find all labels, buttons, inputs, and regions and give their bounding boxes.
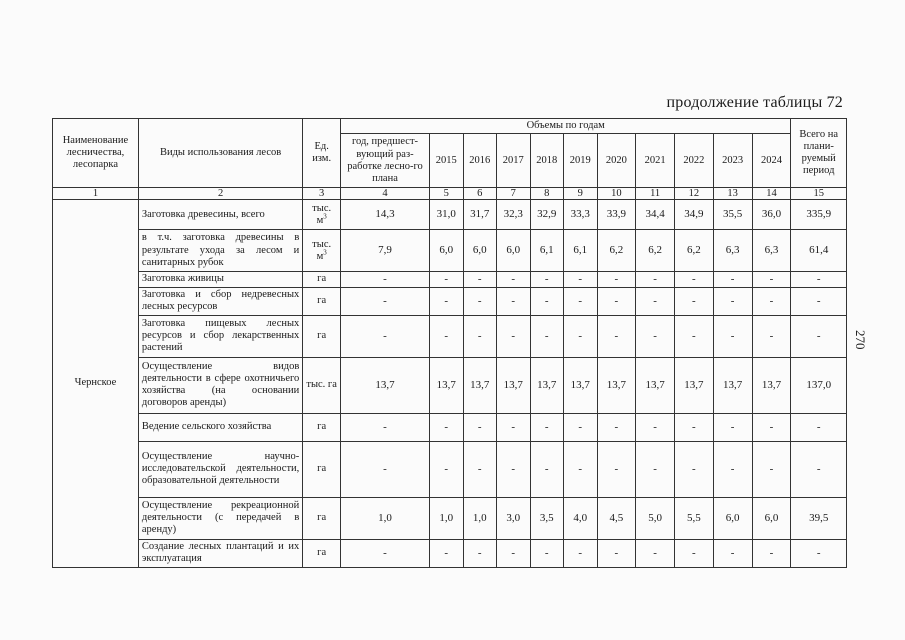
- year-value: -: [497, 272, 531, 288]
- year-value: 36,0: [752, 200, 791, 230]
- year-value: 7,9: [340, 230, 429, 272]
- total-value: 61,4: [791, 230, 847, 272]
- column-number: 3: [303, 188, 341, 200]
- year-value: 4,5: [597, 497, 636, 539]
- year-value: -: [564, 441, 598, 497]
- year-value: -: [530, 539, 564, 567]
- header-year: 2017: [497, 134, 531, 188]
- year-value: -: [713, 315, 752, 357]
- year-value: 13,7: [713, 357, 752, 413]
- total-value: 137,0: [791, 357, 847, 413]
- year-value: -: [636, 272, 675, 288]
- header-year: 2020: [597, 134, 636, 188]
- year-value: -: [597, 539, 636, 567]
- year-value: 13,7: [340, 357, 429, 413]
- year-value: -: [530, 413, 564, 441]
- year-value: -: [564, 272, 598, 288]
- year-value: 31,0: [430, 200, 464, 230]
- year-value: 6,0: [497, 230, 531, 272]
- year-value: 32,9: [530, 200, 564, 230]
- table-row: [53, 272, 847, 288]
- unit-text: га: [317, 547, 327, 559]
- total-value: -: [791, 287, 847, 315]
- year-value: -: [564, 315, 598, 357]
- year-value: 34,9: [675, 200, 714, 230]
- year-value: 6,0: [463, 230, 497, 272]
- total-value: 39,5: [791, 497, 847, 539]
- year-value: -: [675, 315, 714, 357]
- year-value: -: [497, 287, 531, 315]
- year-value: -: [463, 315, 497, 357]
- table-row: [53, 441, 847, 497]
- year-value: -: [340, 413, 429, 441]
- year-value: 6,2: [636, 230, 675, 272]
- year-value: -: [430, 441, 464, 497]
- table-row: [53, 287, 847, 315]
- year-value: -: [713, 272, 752, 288]
- year-value: 6,3: [713, 230, 752, 272]
- unit-text: га: [317, 421, 327, 433]
- forest-use-table: [52, 118, 847, 568]
- column-number: 11: [636, 188, 675, 200]
- unit: [303, 315, 341, 357]
- year-value: -: [752, 287, 791, 315]
- year-value: -: [597, 413, 636, 441]
- unit: [303, 357, 341, 413]
- year-value: 32,3: [497, 200, 531, 230]
- use-kind: Заготовка и сбор недревесных лесных ресурсов: [138, 287, 302, 315]
- use-kind: Заготовка древесины, всего: [138, 200, 302, 230]
- year-value: 33,3: [564, 200, 598, 230]
- use-kind: в т.ч. заготовка древесины в результате ухода за лесом и санитарных рубок: [138, 230, 302, 272]
- year-value: -: [497, 539, 531, 567]
- year-value: -: [564, 287, 598, 315]
- year-value: 35,5: [713, 200, 752, 230]
- use-kind: Заготовка пищевых лесных ресурсов и сбор лекарственных растений: [138, 315, 302, 357]
- unit-text: га: [317, 273, 327, 285]
- year-value: 13,7: [675, 357, 714, 413]
- year-value: 13,7: [497, 357, 531, 413]
- year-value: 6,0: [713, 497, 752, 539]
- header-unit: Ед. изм.: [303, 119, 341, 188]
- year-value: -: [430, 287, 464, 315]
- year-value: -: [340, 539, 429, 567]
- year-value: -: [675, 287, 714, 315]
- use-kind: Ведение сельского хозяйства: [138, 413, 302, 441]
- unit-text: тыс. м: [312, 238, 332, 262]
- year-value: -: [713, 539, 752, 567]
- year-value: 13,7: [752, 357, 791, 413]
- header-year: 2015: [430, 134, 464, 188]
- year-value: 13,7: [463, 357, 497, 413]
- year-value: 13,7: [564, 357, 598, 413]
- column-number: 14: [752, 188, 791, 200]
- year-value: -: [463, 287, 497, 315]
- year-value: 13,7: [597, 357, 636, 413]
- table-row: [53, 230, 847, 272]
- unit-text: га: [317, 463, 327, 475]
- year-value: -: [340, 272, 429, 288]
- year-value: -: [430, 272, 464, 288]
- year-value: -: [675, 272, 714, 288]
- year-value: 6,0: [430, 230, 464, 272]
- year-value: -: [752, 539, 791, 567]
- header-year: 2023: [713, 134, 752, 188]
- year-value: -: [340, 315, 429, 357]
- year-value: 31,7: [463, 200, 497, 230]
- use-kind: Осуществление научно-исследовательской деятельности, образовательной деятельности: [138, 441, 302, 497]
- year-value: 4,0: [564, 497, 598, 539]
- year-value: -: [530, 441, 564, 497]
- use-kind: Заготовка живицы: [138, 272, 302, 288]
- year-value: -: [430, 413, 464, 441]
- year-value: 6,1: [564, 230, 598, 272]
- year-value: -: [497, 413, 531, 441]
- total-value: 335,9: [791, 200, 847, 230]
- year-value: -: [636, 539, 675, 567]
- year-value: 1,0: [340, 497, 429, 539]
- year-value: -: [597, 272, 636, 288]
- unit: [303, 539, 341, 567]
- forestry-name: Чернское: [53, 200, 139, 568]
- year-value: -: [430, 539, 464, 567]
- column-number: 12: [675, 188, 714, 200]
- unit: [303, 413, 341, 441]
- year-value: -: [752, 315, 791, 357]
- column-number: 4: [340, 188, 429, 200]
- year-value: -: [713, 441, 752, 497]
- year-value: -: [636, 315, 675, 357]
- unit-text: тыс. м: [312, 202, 332, 226]
- unit: [303, 272, 341, 288]
- year-value: -: [752, 272, 791, 288]
- year-value: -: [463, 539, 497, 567]
- year-value: -: [752, 413, 791, 441]
- year-value: -: [340, 287, 429, 315]
- year-value: -: [675, 441, 714, 497]
- column-number: 15: [791, 188, 847, 200]
- year-value: -: [597, 441, 636, 497]
- unit-text: га: [317, 512, 327, 524]
- year-value: -: [430, 315, 464, 357]
- unit: [303, 230, 341, 272]
- year-value: -: [675, 539, 714, 567]
- column-number: 5: [430, 188, 464, 200]
- column-number: 10: [597, 188, 636, 200]
- year-value: -: [597, 315, 636, 357]
- table-row: [53, 200, 847, 230]
- year-value: -: [636, 287, 675, 315]
- column-number: 1: [53, 188, 139, 200]
- header-previous-year: год, предшест-вующий раз-работке лесно-го плана: [340, 134, 429, 188]
- table-row: [53, 315, 847, 357]
- year-value: -: [564, 413, 598, 441]
- column-number: 13: [713, 188, 752, 200]
- year-value: 6,2: [675, 230, 714, 272]
- column-number: 7: [497, 188, 531, 200]
- year-value: -: [564, 539, 598, 567]
- year-value: -: [675, 413, 714, 441]
- unit-text: га: [317, 295, 327, 307]
- table-row: [53, 539, 847, 567]
- year-value: -: [497, 315, 531, 357]
- year-value: 6,1: [530, 230, 564, 272]
- unit-superscript: 3: [323, 248, 327, 257]
- year-value: -: [636, 441, 675, 497]
- use-kind: Осуществление видов деятельности в сфере охотничьего хозяйства (на основании договоров аренды): [138, 357, 302, 413]
- year-value: 13,7: [430, 357, 464, 413]
- header-year: 2019: [564, 134, 598, 188]
- column-number: 8: [530, 188, 564, 200]
- total-value: -: [791, 315, 847, 357]
- header-year: 2024: [752, 134, 791, 188]
- year-value: 5,5: [675, 497, 714, 539]
- unit-text: тыс. га: [306, 379, 337, 391]
- header-total: Всего на плани-руемый период: [791, 119, 847, 188]
- year-value: 13,7: [530, 357, 564, 413]
- year-value: 1,0: [463, 497, 497, 539]
- year-value: 34,4: [636, 200, 675, 230]
- year-value: -: [463, 441, 497, 497]
- year-value: -: [713, 413, 752, 441]
- year-value: 1,0: [430, 497, 464, 539]
- column-number: 9: [564, 188, 598, 200]
- year-value: 6,3: [752, 230, 791, 272]
- year-value: -: [497, 441, 531, 497]
- year-value: 14,3: [340, 200, 429, 230]
- unit-superscript: 3: [323, 212, 327, 221]
- total-value: -: [791, 272, 847, 288]
- year-value: 5,0: [636, 497, 675, 539]
- table-caption: продолжение таблицы 72: [666, 94, 843, 111]
- header-year: 2016: [463, 134, 497, 188]
- year-value: -: [463, 272, 497, 288]
- column-number: 2: [138, 188, 302, 200]
- page-number: 270: [853, 330, 868, 350]
- unit: [303, 200, 341, 230]
- use-kind: Осуществление рекреационной деятельности (с передачей в аренду): [138, 497, 302, 539]
- year-value: 13,7: [636, 357, 675, 413]
- year-value: -: [463, 413, 497, 441]
- year-value: -: [530, 315, 564, 357]
- year-value: -: [636, 413, 675, 441]
- year-value: 6,0: [752, 497, 791, 539]
- year-value: -: [597, 287, 636, 315]
- year-value: -: [752, 441, 791, 497]
- header-year: 2021: [636, 134, 675, 188]
- year-value: 6,2: [597, 230, 636, 272]
- unit-text: га: [317, 330, 327, 342]
- column-number: 6: [463, 188, 497, 200]
- total-value: -: [791, 441, 847, 497]
- unit: [303, 441, 341, 497]
- total-value: -: [791, 539, 847, 567]
- year-value: -: [530, 272, 564, 288]
- header-volumes-by-year: Объемы по годам: [340, 119, 790, 134]
- year-value: -: [713, 287, 752, 315]
- unit: [303, 287, 341, 315]
- table-row: [53, 497, 847, 539]
- unit: [303, 497, 341, 539]
- header-year: 2018: [530, 134, 564, 188]
- header-use-kind: Виды использования лесов: [138, 119, 302, 188]
- year-value: 3,0: [497, 497, 531, 539]
- total-value: -: [791, 413, 847, 441]
- header-year: 2022: [675, 134, 714, 188]
- table-row: [53, 357, 847, 413]
- year-value: -: [530, 287, 564, 315]
- header-forestry: Наименование лесничества, лесопарка: [53, 119, 139, 188]
- table-row: [53, 413, 847, 441]
- year-value: 33,9: [597, 200, 636, 230]
- year-value: 3,5: [530, 497, 564, 539]
- year-value: -: [340, 441, 429, 497]
- use-kind: Создание лесных плантаций и их эксплуатация: [138, 539, 302, 567]
